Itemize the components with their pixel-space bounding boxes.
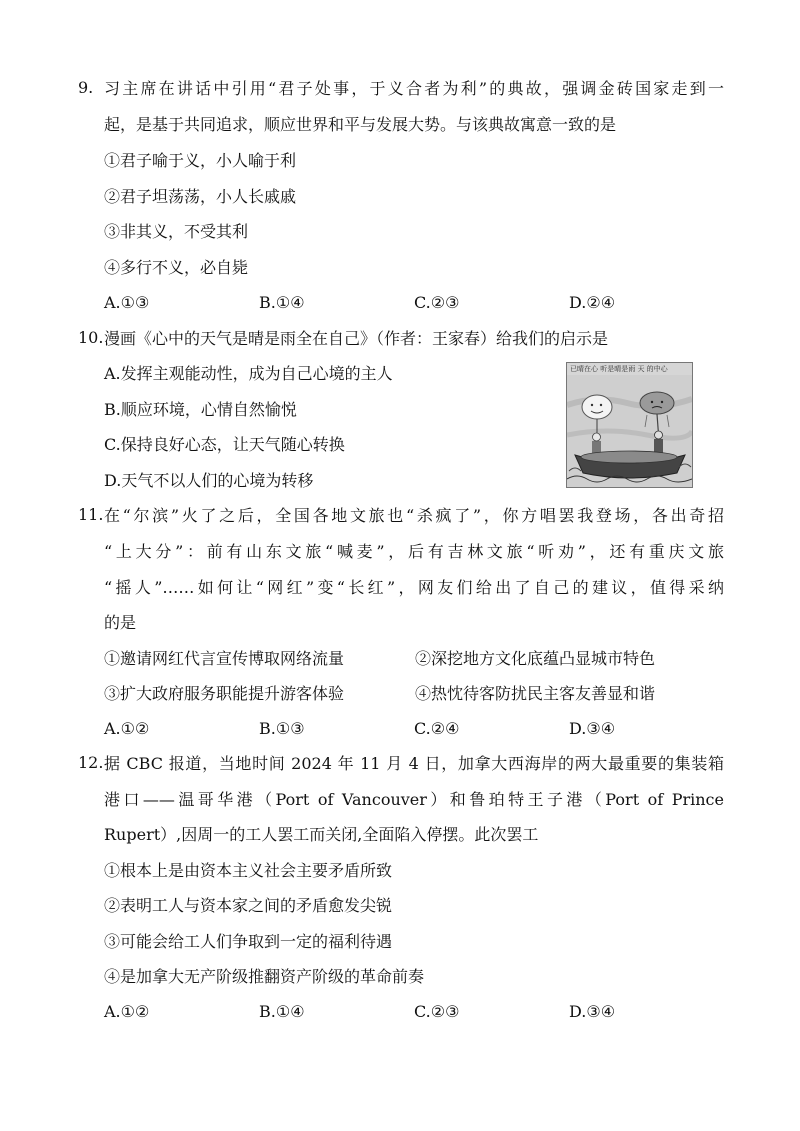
statement-item: ④多行不义，必自毙 <box>104 258 249 277</box>
statement-item: ①君子喻于义，小人喻于利 <box>104 151 297 170</box>
option-d[interactable]: D.天气不以人们的心境为转移 <box>104 471 314 490</box>
option-b[interactable]: B.顺应环境，心情自然愉悦 <box>104 400 297 419</box>
question-stem-line: “上大分”：前有山东文旅“喊麦”，后有吉林文旅“听劝”，还有重庆文旅 <box>104 542 724 561</box>
option-a[interactable]: A.①② <box>104 1002 150 1021</box>
answer-options <box>104 1001 744 1023</box>
answer-options <box>104 718 744 740</box>
statement-item: ③扩大政府服务职能提升游客体验 <box>104 684 345 703</box>
question-stem-line: 漫画《心中的天气是晴是雨全在自己》（作者：王家春）给我们的启示是 <box>104 329 609 348</box>
option-a[interactable]: A.①③ <box>104 293 150 312</box>
cartoon-drawing <box>567 375 692 487</box>
statement-item: ④热忱待客防扰民主客友善显和谐 <box>415 684 656 703</box>
answer-options <box>104 292 744 314</box>
question-stem-line: 习主席在讲话中引用“君子处事，于义合者为利”的典故，强调金砖国家走到一 <box>104 79 724 98</box>
option-d[interactable]: D.③④ <box>569 719 616 738</box>
question-number: 12. <box>78 753 104 772</box>
question-number: 11. <box>78 505 104 524</box>
option-a[interactable]: A.发挥主观能动性，成为自己心境的主人 <box>104 364 393 383</box>
question-stem-line: 的是 <box>104 613 137 632</box>
question-number: 10. <box>78 328 104 347</box>
option-d[interactable]: D.②④ <box>569 293 616 312</box>
statement-item: ②表明工人与资本家之间的矛盾愈发尖锐 <box>104 896 393 915</box>
statement-item: ③非其义，不受其利 <box>104 222 249 241</box>
statement-item: ①邀请网红代言宣传博取网络流量 <box>104 649 345 668</box>
option-b[interactable]: B.①④ <box>259 1002 305 1021</box>
statement-item: ②深挖地方文化底蕴凸显城市特色 <box>415 649 656 668</box>
option-c[interactable]: C.②③ <box>414 293 460 312</box>
option-d[interactable]: D.③④ <box>569 1002 616 1021</box>
question-stem-line: 在“尔滨”火了之后，全国各地文旅也“杀疯了”，你方唱罢我登场，各出奇招 <box>104 506 724 525</box>
question-number: 9. <box>78 78 94 97</box>
cartoon-caption: 已晴在心 听是晴是雨 天 的中心 <box>570 365 668 373</box>
option-b[interactable]: B.①④ <box>259 293 305 312</box>
option-c[interactable]: C.②③ <box>414 1002 460 1021</box>
cartoon-image <box>566 362 693 488</box>
option-c[interactable]: C.保持良好心态，让天气随心转换 <box>104 435 345 454</box>
option-b[interactable]: B.①③ <box>259 719 305 738</box>
statement-item: ②君子坦荡荡，小人长戚戚 <box>104 187 297 206</box>
statement-item: ①根本上是由资本主义社会主要矛盾所致 <box>104 861 393 880</box>
question-stem-line: 港口——温哥华港（Port of Vancouver）和鲁珀特王子港（Port of Prince <box>104 790 724 809</box>
statement-item: ③可能会给工人们争取到一定的福利待遇 <box>104 932 393 951</box>
option-c[interactable]: C.②④ <box>414 719 460 738</box>
question-stem-line: Rupert）,因周一的工人罢工而关闭,全面陷入停摆。此次罢工 <box>104 825 539 844</box>
question-stem-line: 据 CBC 报道，当地时间 2024 年 11 月 4 日，加拿大西海岸的两大最重要的集装箱 <box>104 754 724 773</box>
option-a[interactable]: A.①② <box>104 719 150 738</box>
question-stem-line: “摇人”……如何让“网红”变“长红”，网友们给出了自己的建议，值得采纳 <box>104 578 724 597</box>
question-stem-line: 起，是基于共同追求，顺应世界和平与发展大势。与该典故寓意一致的是 <box>104 115 617 134</box>
statement-item: ④是加拿大无产阶级推翻资产阶级的革命前奏 <box>104 967 425 986</box>
